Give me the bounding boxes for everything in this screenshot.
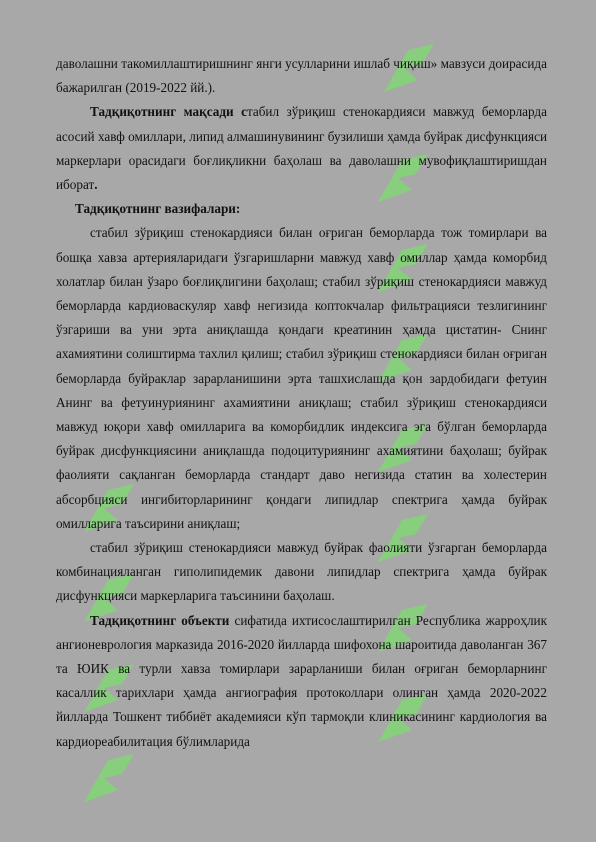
document-body	[56, 52, 547, 754]
paragraph-intro: даволашни такомиллаштиришнинг янги усулларини ишлаб чиқиш» мавзуси доирасида бажарилган (2019-2022 йй.).	[56, 56, 547, 96]
object-text: сифатида ихтисослаштирилган Республика жарроҳлик ангионеврология марказида 2016-2020 йилларда шифохона шароитида даволанган 367 та ЮИК ва турли хавза томирлари зарарланиши билан оғриган беморларнинг касаллик тарихлари ҳамда ангиография протоколлари олинган ҳамда 2020-2022 йилларда Тошкент тиббиёт академияси кўп тармоқли клиникасининг кардиология ва кардиореабилитация бўлимларида	[56, 612, 547, 749]
goal-end: .	[94, 177, 98, 193]
object-label: Тадқиқотнинг объекти	[90, 612, 230, 628]
paragraph-tasks: стабил зўриқиш стенокардияси билан оғриган беморларда тож томирлари ва бошқа хавза артерияларидаги ўзгаришларни мавжуд хавф омиллар ҳамда коморбид холатлар билан ўзаро боғлиқлигини баҳолаш; стабил зўриқиш стенокардияси мавжуд беморларда кардиоваскуляр хавф негизида коптокчалар фильтрацияси тезлигининг ўзгариши ва уни эрта аниқлашда қондаги креатинин ҳамда цистатин- Снинг ахамиятини солиштирма тахлил қилиш; стабил зўриқиш стенокардияси билан оғриган беморларда буйраклар зарарланишини эрта ташхислашда қон зардобидаги фетуин Анинг ва фетуинуриянинг ахамиятини аниқлаш; стабил зўриқиш стенокардияси мавжуд юқори хавф омилларига ва коморбидлик индексига эга бўлган беморларда буйрак дисфункциясини аниқлашда подоцитуриянинг ахамиятини баҳолаш; буйрак фаолияти сақланган беморларда стандарт даво негизида статин ва холестерин абсорбцияси ингибиторларининг қондаги липидлар спектрига ҳамда буйрак омилларига таъсирини аниқлаш;	[56, 225, 547, 531]
tasks-heading-text: Тадқиқотнинг вазифалари:	[75, 201, 241, 217]
paragraph-goal	[56, 100, 547, 197]
goal-label: Тадқиқотнинг мақсади с	[90, 104, 247, 120]
tasks-heading	[56, 197, 547, 221]
paragraph-object	[56, 609, 547, 754]
watermark-logo-icon	[78, 750, 140, 812]
goal-text: табил зўриқиш стенокардияси мавжуд беморларда асосий хавф омиллари, липид алмашинувининг бузилиши ҳамда буйрак дисфункцияси маркерлари орасидаги боғлиқликни баҳолаш ва даволашни мувофиқлаштиришдан иборат	[56, 104, 547, 193]
paragraph-task-last: стабил зўриқиш стенокардияси мавжуд буйрак фаолияти ўзгарган беморларда комбинацияланган гиполипидемик давони липидлар спектрига ҳамда буйрак дисфункцияси маркерларига таъсинини баҳолаш.	[56, 540, 547, 604]
